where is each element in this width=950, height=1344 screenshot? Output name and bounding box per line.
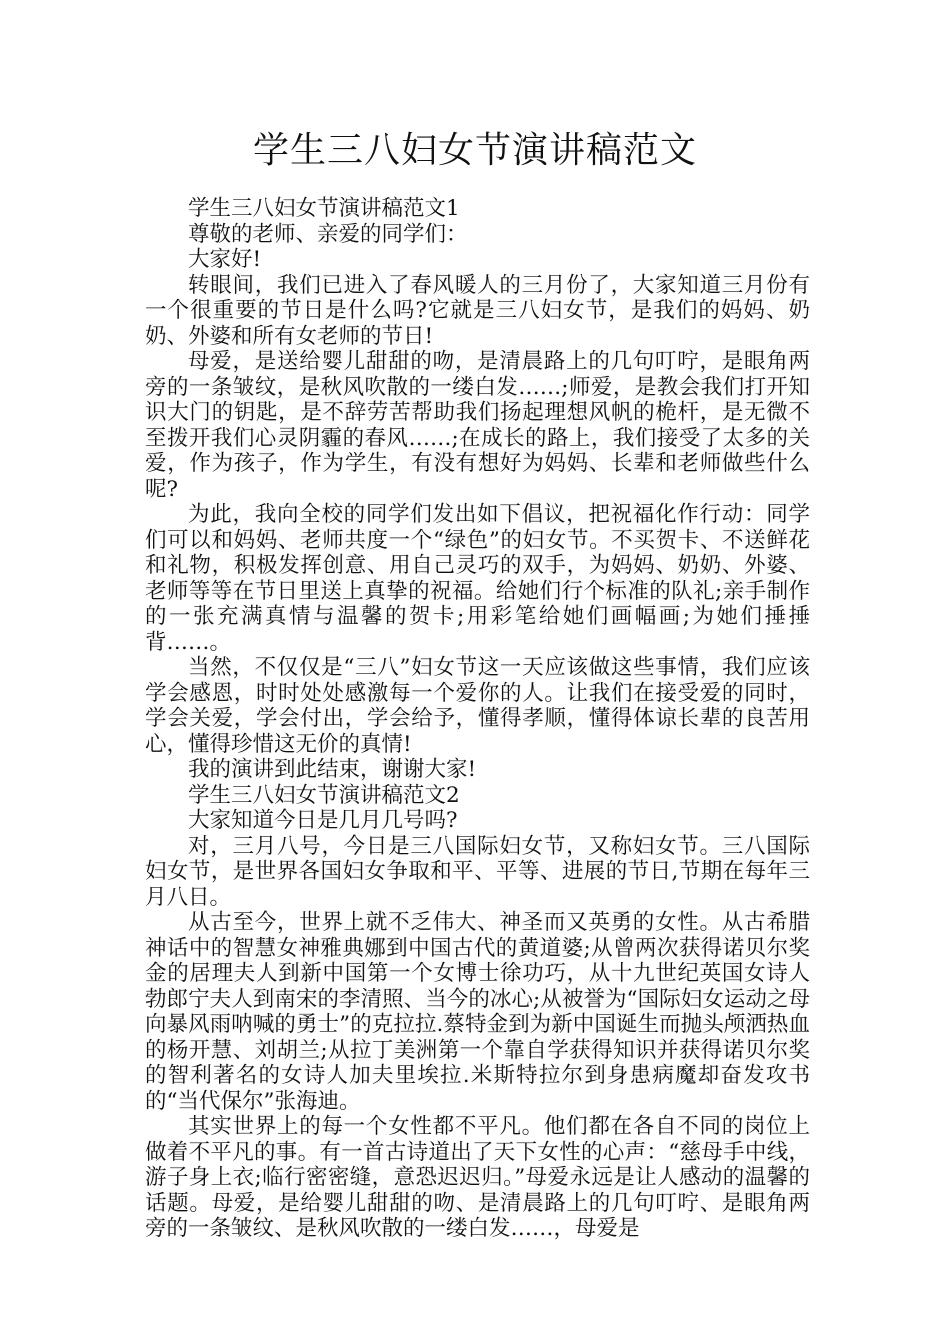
paragraph: 转眼间，我们已进入了春风暖人的三月份了，大家知道三月份有一个很重要的节日是什么吗?它就是三八妇女节，是我们的妈妈、奶奶、外婆和所有女老师的节日! (145, 272, 810, 349)
paragraph: 其实世界上的每一个女性都不平凡。他们都在各自不同的岗位上做着不平凡的事。有一首古诗道出了天下女性的心声：“慈母手中线，游子身上衣;临行密密缝，意恐迟迟归。”母爱永远是让人感动的温馨的话题。母爱，是给婴儿甜甜的吻、是清晨路上的几句叮咛、是眼角两旁的一条皱纹、是秋风吹散的一缕白发……，母爱是 (145, 1114, 810, 1241)
paragraph: 为此，我向全校的同学们发出如下倡议，把祝福化作行动：同学们可以和妈妈、老师共度一个“绿色”的妇女节。不买贺卡、不送鲜花和礼物，积极发挥创意、用自己灵巧的双手，为妈妈、奶奶、外婆、老师等等在节日里送上真挚的祝福。给她们行个标准的队礼;亲手制作的一张充满真情与温馨的贺卡;用彩笔给她们画幅画;为她们捶捶背……。 (145, 502, 810, 655)
paragraph: 尊敬的老师、亲爱的同学们： (188, 221, 468, 247)
paragraph: 学生三八妇女节演讲稿范文2 (188, 782, 460, 808)
paragraph: 从古至今，世界上就不乏伟大、神圣而又英勇的女性。从古希腊神话中的智慧女神雅典娜到中国古代的黄道婆;从曾两次获得诺贝尔奖金的居理夫人到新中国第一个女博士徐功巧，从十九世纪英国女诗人勃郎宁夫人到南宋的李清照、当今的冰心;从被誉为“国际妇女运动之母向暴风雨呐喊的勇士”的克拉拉.蔡特金到为新中国诞生而抛头颅洒热血的杨开慧、刘胡兰;从拉丁美洲第一个靠自学获得知识并获得诺贝尔奖的智利著名的女诗人加夫里埃拉.米斯特拉尔到身患病魔却奋发攻书的“当代保尔”张海迪。 (145, 910, 810, 1114)
document-body (145, 196, 810, 1242)
paragraph: 大家知道今日是几月几号吗? (188, 808, 458, 833)
paragraph: 学生三八妇女节演讲稿范文1 (188, 196, 460, 221)
document-title: 学生三八妇女节演讲稿范文 (252, 130, 697, 171)
paragraph: 母爱，是送给婴儿甜甜的吻，是清晨路上的几句叮咛，是眼角两旁的一条皱纹，是秋风吹散的一缕白发……;师爱，是教会我们打开知识大门的钥匙，是不辞劳苦帮助我们扬起理想风帆的桅杆，是无微不至拨开我们心灵阴霾的春风……;在成长的路上，我们接受了太多的关爱，作为孩子，作为学生，有没有想好为妈妈、长辈和老师做些什么呢? (145, 349, 810, 502)
paragraph: 大家好! (188, 247, 262, 272)
paragraph: 我的演讲到此结束，谢谢大家! (188, 757, 477, 782)
paragraph: 对，三月八号，今日是三八国际妇女节，又称妇女节。三八国际妇女节，是世界各国妇女争取和平、平等、进展的节日,节期在每年三月八日。 (145, 833, 810, 910)
paragraph: 当然，不仅仅是“三八”妇女节这一天应该做这些事情，我们应该学会感恩，时时处处感激每一个爱你的人。让我们在接受爱的同时，学会关爱，学会付出，学会给予，懂得孝顺，懂得体谅长辈的良苦用心，懂得珍惜这无价的真情! (145, 655, 810, 757)
